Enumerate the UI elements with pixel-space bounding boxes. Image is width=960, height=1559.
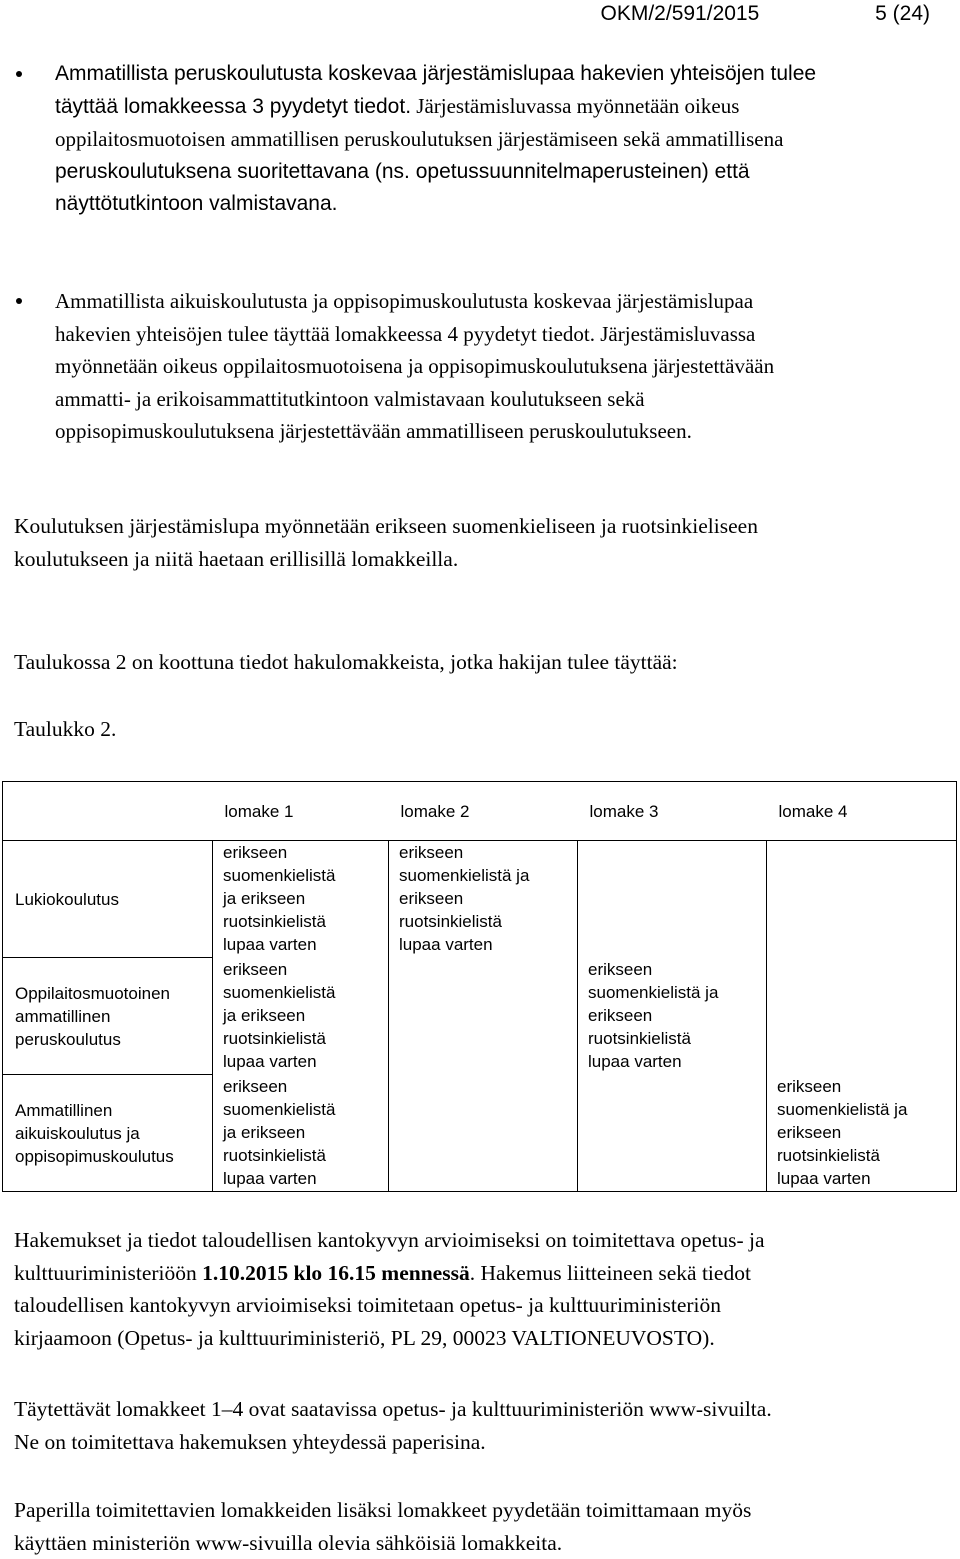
row-label-lukiokoulutus bbox=[3, 841, 213, 958]
table-header-lomake-2: lomake 2 bbox=[389, 782, 578, 841]
row-label-line: Lukiokoulutus bbox=[15, 888, 200, 911]
cell-line: suomenkielistä bbox=[223, 864, 378, 887]
cell-line: lupaa varten bbox=[223, 1050, 378, 1073]
row-label-line: Ammatillinen bbox=[15, 1099, 200, 1122]
paragraph-electronic-forms bbox=[14, 1494, 944, 1559]
cell-row1-lomake1 bbox=[213, 841, 389, 958]
bullet-text-1 bbox=[55, 58, 946, 220]
paragraph-line: käyttäen ministeriön www-sivuilla olevia sähköisiä lomakkeita. bbox=[14, 1527, 944, 1559]
cell-row3-lomake1 bbox=[213, 1075, 389, 1192]
cell-line: ruotsinkielistä bbox=[588, 1027, 756, 1050]
paragraph-line: Ne on toimitettava hakemuksen yhteydessä paperisina. bbox=[14, 1426, 944, 1459]
cell-line: erikseen bbox=[777, 1121, 946, 1144]
paragraph-line bbox=[14, 1257, 944, 1290]
cell-line: erikseen bbox=[399, 887, 567, 910]
deadline-date: 1.10.2015 klo 16.15 mennessä bbox=[202, 1261, 470, 1285]
row-label-line: aikuiskoulutus ja bbox=[15, 1122, 200, 1145]
cell-row3-lomake2 bbox=[389, 1075, 578, 1192]
table-header-row bbox=[3, 782, 957, 841]
document-reference: OKM/2/591/2015 bbox=[601, 2, 760, 25]
paragraph-line: taloudellisen kantokyvyn arvioimiseksi toimitetaan opetus- ja kulttuuriministeriön bbox=[14, 1289, 944, 1322]
paragraph-language-permits bbox=[14, 510, 944, 575]
cell-line: lupaa varten bbox=[588, 1050, 756, 1073]
table-header-lomake-3: lomake 3 bbox=[578, 782, 767, 841]
cell-line: ruotsinkielistä bbox=[223, 1027, 378, 1050]
page-header bbox=[601, 0, 930, 30]
cell-row1-lomake3 bbox=[578, 841, 767, 958]
table-caption: Taulukko 2. bbox=[14, 713, 944, 746]
bullet-2-line-1: Ammatillista aikuiskoulutusta ja oppisopimuskoulutusta koskevaa järjestämislupaa bbox=[55, 285, 946, 318]
cell-line: suomenkielistä bbox=[223, 981, 378, 1004]
bullet-1-line-1: Ammatillista peruskoulutusta koskevaa järjestämislupaa hakevien yhteisöjen tulee bbox=[55, 58, 946, 90]
cell-line: ja erikseen bbox=[223, 887, 378, 910]
cell-line: ja erikseen bbox=[223, 1121, 378, 1144]
deadline-text-pre: kulttuuriministeriöön bbox=[14, 1261, 202, 1285]
row-label-aikuiskoulutus bbox=[3, 1075, 213, 1192]
bullet-2-line-5: oppisopimuskoulutuksena järjestettävään ammatilliseen peruskoulutukseen. bbox=[55, 415, 946, 448]
paragraph-line: Hakemukset ja tiedot taloudellisen kantokyvyn arvioimiseksi on toimitettava opetus- ja bbox=[14, 1224, 944, 1257]
bullet-1-line-4: peruskoulutuksena suoritettavana (ns. opetussuunnitelmaperusteinen) että bbox=[55, 156, 946, 188]
cell-line: ruotsinkielistä bbox=[399, 910, 567, 933]
bullet-text-2 bbox=[55, 285, 946, 448]
cell-line: erikseen bbox=[223, 841, 378, 864]
table-intro-paragraph: Taulukossa 2 on koottuna tiedot hakulomakkeista, jotka hakijan tulee täyttää: bbox=[14, 646, 944, 679]
cell-line: suomenkielistä ja bbox=[399, 864, 567, 887]
bullet-item-2 bbox=[16, 285, 946, 455]
bullet-1-line-3: oppilaitosmuotoisen ammatillisen peruskoulutuksen järjestämiseen sekä ammatillisena bbox=[55, 123, 946, 155]
cell-line: lupaa varten bbox=[223, 1167, 378, 1190]
cell-row1-lomake4 bbox=[767, 841, 957, 958]
cell-line: erikseen bbox=[588, 1004, 756, 1027]
cell-row1-lomake2 bbox=[389, 841, 578, 958]
paragraph-line: Täytettävät lomakkeet 1–4 ovat saatavissa opetus- ja kulttuuriministeriön www-sivuilta. bbox=[14, 1393, 944, 1426]
paragraph-line: kirjaamoon (Opetus- ja kulttuuriministeriö, PL 29, 00023 VALTIONEUVOSTO). bbox=[14, 1322, 944, 1355]
deadline-text-post: . Hakemus liitteineen sekä tiedot bbox=[470, 1261, 751, 1285]
table-row bbox=[3, 1075, 957, 1192]
table-header-empty bbox=[3, 782, 213, 841]
table-header-lomake-4: lomake 4 bbox=[767, 782, 957, 841]
cell-row2-lomake3 bbox=[578, 958, 767, 1075]
bullet-1-line-2 bbox=[55, 90, 946, 123]
cell-line: ruotsinkielistä bbox=[777, 1144, 946, 1167]
cell-line: lupaa varten bbox=[223, 933, 378, 956]
cell-line: erikseen bbox=[223, 1075, 378, 1098]
cell-line: erikseen bbox=[588, 958, 756, 981]
paragraph-deadline bbox=[14, 1224, 944, 1354]
cell-row3-lomake3 bbox=[578, 1075, 767, 1192]
row-label-line: ammatillinen bbox=[15, 1005, 200, 1028]
paragraph-line: Paperilla toimitettavien lomakkeiden lisäksi lomakkeet pyydetään toimittamaan myös bbox=[14, 1494, 944, 1527]
cell-line: ja erikseen bbox=[223, 1004, 378, 1027]
row-label-line: peruskoulutus bbox=[15, 1028, 200, 1051]
bullet-2-line-3: myönnetään oikeus oppilaitosmuotoisena ja oppisopimuskoulutuksena järjestettävään bbox=[55, 350, 946, 383]
paragraph-line: koulutukseen ja niitä haetaan erillisillä lomakkeilla. bbox=[14, 543, 944, 576]
bullet-marker bbox=[16, 71, 22, 77]
paragraph-forms-availability bbox=[14, 1393, 944, 1458]
row-label-line: Oppilaitosmuotoinen bbox=[15, 982, 200, 1005]
table-header-lomake-1: lomake 1 bbox=[213, 782, 389, 841]
bullet-1-line-2a: täyttää lomakkeessa 3 pyydetyt tiedot. bbox=[55, 95, 411, 118]
cell-line: lupaa varten bbox=[777, 1167, 946, 1190]
bullet-2-line-2: hakevien yhteisöjen tulee täyttää lomakkeessa 4 pyydetyt tiedot. Järjestämisluvassa bbox=[55, 318, 946, 351]
bullet-2-line-4: ammatti- ja erikoisammattitutkintoon valmistavaan koulutukseen sekä bbox=[55, 383, 946, 416]
cell-line: suomenkielistä bbox=[223, 1098, 378, 1121]
forms-table bbox=[2, 781, 957, 1192]
cell-line: suomenkielistä ja bbox=[588, 981, 756, 1004]
cell-row3-lomake4 bbox=[767, 1075, 957, 1192]
cell-line: erikseen bbox=[777, 1075, 946, 1098]
row-label-line: oppisopimuskoulutus bbox=[15, 1145, 200, 1168]
bullet-item-1 bbox=[16, 58, 946, 228]
bullet-1-line-5: näyttötutkintoon valmistavana. bbox=[55, 188, 946, 220]
cell-line: erikseen bbox=[399, 841, 567, 864]
paragraph-line: Koulutuksen järjestämislupa myönnetään erikseen suomenkieliseen ja ruotsinkieliseen bbox=[14, 510, 944, 543]
page-number: 5 (24) bbox=[875, 2, 930, 25]
bullet-marker bbox=[16, 298, 22, 304]
cell-row2-lomake1 bbox=[213, 958, 389, 1075]
cell-line: ruotsinkielistä bbox=[223, 1144, 378, 1167]
cell-line: erikseen bbox=[223, 958, 378, 981]
cell-row2-lomake2 bbox=[389, 958, 578, 1075]
table-row bbox=[3, 841, 957, 958]
row-label-oppilaitosmuotoinen bbox=[3, 958, 213, 1075]
table-row bbox=[3, 958, 957, 1075]
cell-row2-lomake4 bbox=[767, 958, 957, 1075]
bullet-1-line-2b: Järjestämisluvassa myönnetään oikeus bbox=[411, 94, 739, 118]
cell-line: ruotsinkielistä bbox=[223, 910, 378, 933]
cell-line: suomenkielistä ja bbox=[777, 1098, 946, 1121]
cell-line: lupaa varten bbox=[399, 933, 567, 956]
